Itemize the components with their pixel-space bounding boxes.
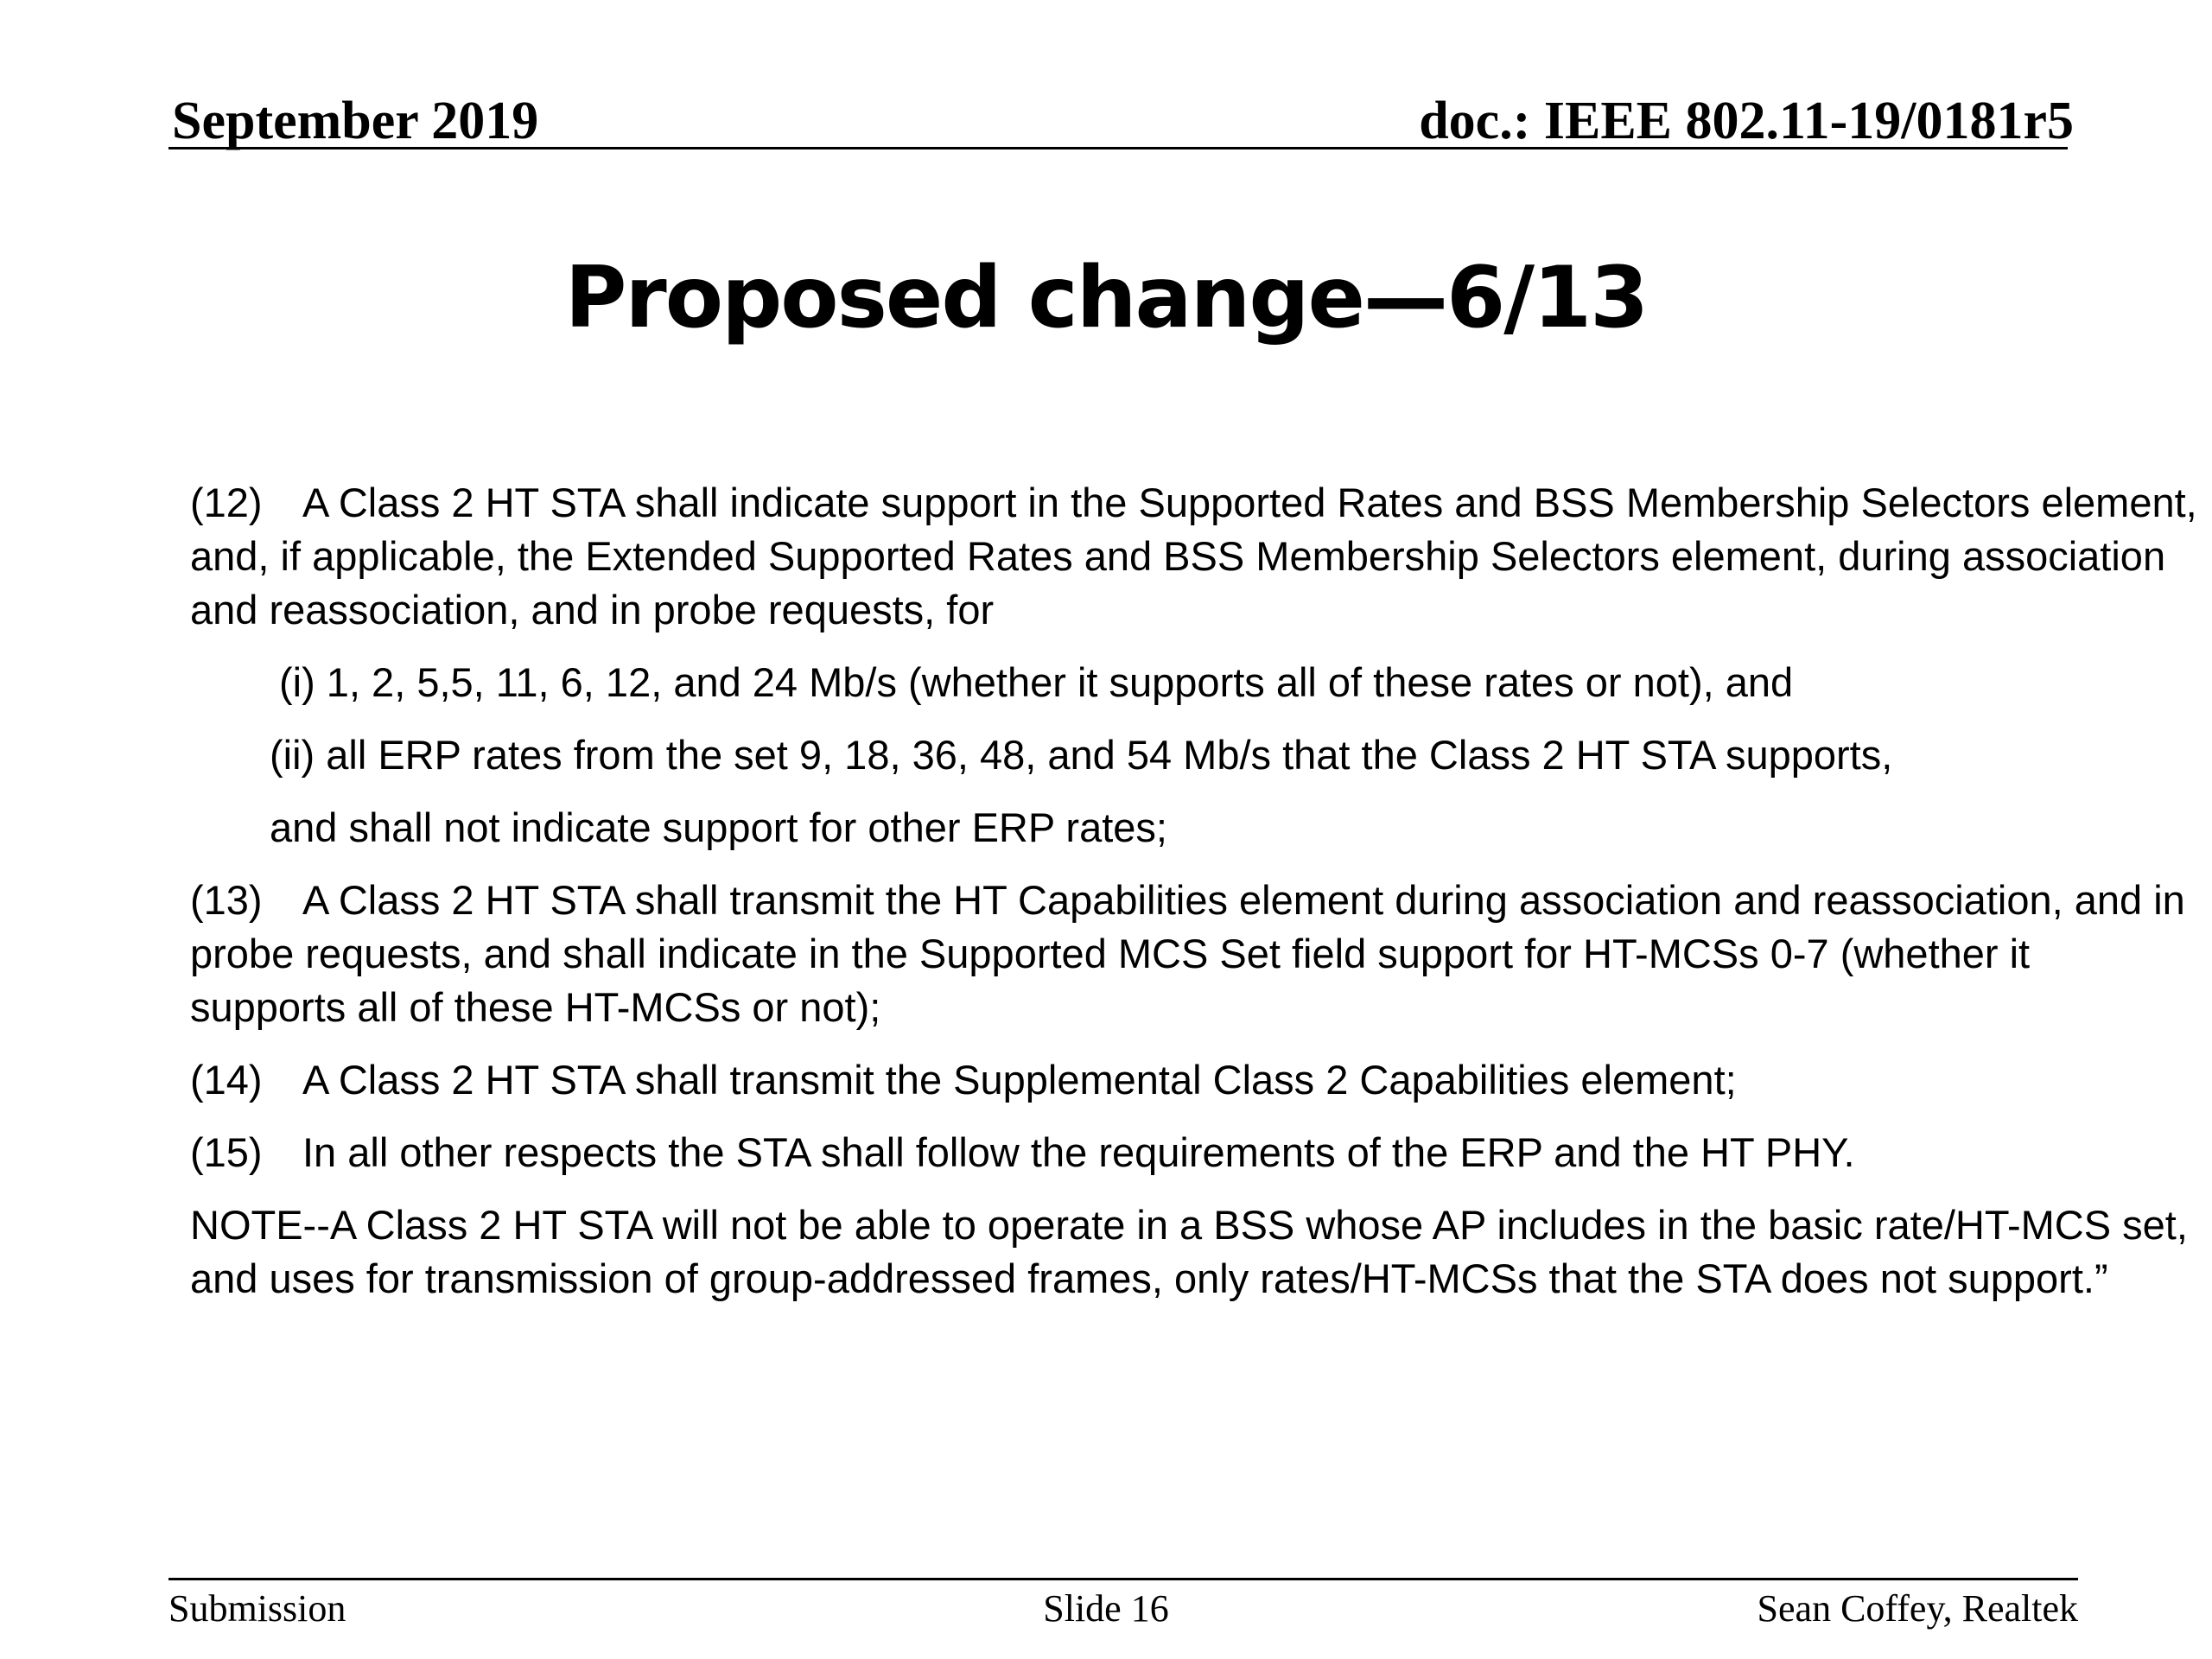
- item-12-number: (12): [190, 480, 263, 525]
- item-12-text: A Class 2 HT STA shall indicate support in the Supported Rates and BSS Membership Selectors element,: [302, 480, 2197, 525]
- note: [190, 1198, 2186, 1306]
- item-14-text: A Class 2 HT STA shall transmit the Supplemental Class 2 Capabilities element;: [302, 1057, 1737, 1103]
- footer-rule: [168, 1578, 2078, 1580]
- item-13-line-2: probe requests, and shall indicate in the Supported MCS Set field support for HT-MCSs 0-7 (whether it: [190, 931, 2031, 976]
- item-13-line-1: [190, 874, 2186, 927]
- header-rule: [168, 147, 2068, 149]
- item-12-line-1: [190, 476, 2197, 530]
- item-14-number: (14): [190, 1057, 263, 1103]
- slide-body: [190, 476, 2197, 1325]
- footer-author: Sean Coffey, Realtek: [1757, 1587, 2078, 1630]
- item-15: [190, 1126, 2186, 1179]
- item-13-number: (13): [190, 877, 263, 923]
- item-13-line-3: supports all of these HT-MCSs or not);: [190, 984, 881, 1030]
- slide-title: Proposed change—6/13: [564, 249, 1648, 347]
- item-15-text: In all other respects the STA shall follow the requirements of the ERP and the HT PHY.: [302, 1129, 1855, 1175]
- item-13-text: A Class 2 HT STA shall transmit the HT Capabilities element during association and reassociation, and in: [302, 877, 2185, 923]
- item-12-line-2: and, if applicable, the Extended Supported Rates and BSS Membership Selectors element, during association: [190, 533, 2166, 579]
- note-line-1: NOTE--A Class 2 HT STA will not be able to operate in a BSS whose AP includes in the basic rate/HT-MCS set,: [190, 1202, 2188, 1248]
- item-13: [190, 874, 2186, 1034]
- item-15-number: (15): [190, 1129, 263, 1175]
- sub-item-i: (i) 1, 2, 5,5, 11, 6, 12, and 24 Mb/s (whether it supports all of these rates or not), and: [279, 659, 1794, 705]
- item-14: [190, 1053, 2186, 1107]
- sub-item-tail: and shall not indicate support for other ERP rates;: [270, 804, 1167, 850]
- header-doc-id: doc.: IEEE 802.11-19/0181r5: [1419, 92, 2074, 150]
- footer-slide-number: Slide 16: [1043, 1587, 1169, 1630]
- sub-item-ii: (ii) all ERP rates from the set 9, 18, 36, 48, and 54 Mb/s that the Class 2 HT STA supports,: [270, 732, 1893, 778]
- note-line-2: and uses for transmission of group-addressed frames, only rates/HT-MCSs that the STA does not support.”: [190, 1255, 2108, 1301]
- item-12: [190, 476, 2197, 637]
- header-date: September 2019: [172, 92, 539, 150]
- item-12-line-3: and reassociation, and in probe requests, for: [190, 587, 995, 632]
- footer-submission: Submission: [168, 1587, 346, 1630]
